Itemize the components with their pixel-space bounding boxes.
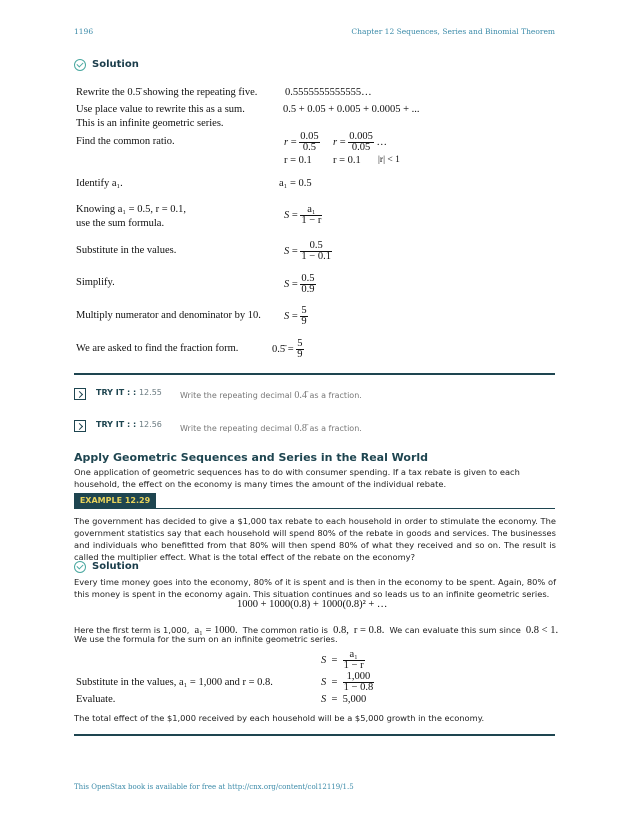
try-it-value: 0.8̄ [294, 423, 307, 434]
sum-formula-den: 1 − r [301, 215, 322, 226]
sum-substituted: S = $\frac{0.5}{1 - 0.1}$ [284, 240, 331, 262]
step-label: Use place value to rewrite this as a sum. [76, 104, 245, 115]
text-fragment: The common ratio is [242, 625, 328, 635]
example-rule [156, 508, 555, 509]
math-fragment: 0.8, [333, 625, 349, 636]
sum-fraction-num: 5 [301, 305, 307, 316]
sum-result-value: 5,000 [342, 694, 367, 705]
try-it-prompt-text: Write the repeating decimal [180, 424, 292, 433]
example-problem: The government has decided to give a $1,000 tax rebate to each household in order to stimulate the economy. The government statistics say that each household will spend 80% of the rebate in goods and services. The businesses and individuals who benefitted from that 80% will then spend 80% of what they received and so on. The result is called the multiplier effect. What is the total effect of the rebate on the economy? [74, 516, 556, 562]
try-it-prompt-text: Write the repeating decimal [180, 391, 292, 400]
try-it-text: TRY IT : : [96, 420, 137, 429]
footer-link[interactable]: This OpenStax book is available for free at http://cnx.org/content/col12119/1.5 [74, 783, 354, 791]
step-label: Find the common ratio. [76, 136, 175, 147]
solution-paragraph-3: We use the formula for the sum on an infinite geometric series. [74, 634, 338, 644]
divider [74, 373, 555, 375]
sum-simplified: S = $\frac{0.5}{0.9}$ [284, 273, 315, 295]
sum-simplified-den: 0.9 [301, 284, 315, 295]
check-circle-icon [74, 561, 86, 573]
try-it-number: 12.56 [138, 420, 162, 429]
try-it-suffix: as a fraction. [309, 424, 362, 433]
solution-title: Solution [92, 59, 139, 70]
ratio-value-2: r = 0.1 [333, 155, 361, 166]
sum-fraction: S = $\frac{5}{9}$ [284, 305, 307, 327]
try-it-label [96, 388, 162, 397]
step-label-line2: This is an infinite geometric series. [76, 118, 224, 129]
evaluate-label: Evaluate. [76, 694, 116, 705]
sum-substituted-2: S = $\frac{1,000}{1 - 0.8}$ [321, 671, 374, 693]
section-intro: One application of geometric sequences has to do with consumer spending. If a tax rebate is given to each household, the effect on the economy is many times the amount of the individual rebate. [74, 467, 520, 489]
solution-paragraph: Every time money goes into the economy, 80% of it is spent and is then in the economy to be spent. Again, 80% of this money is spent in the economy again. This situation continues and so leads us to an infinite geometric series. [74, 577, 556, 599]
step-math: 0.5 + 0.05 + 0.005 + 0.0005 + ... [283, 104, 420, 115]
sum-formula-num: a₁ [300, 205, 322, 216]
final-answer-lhs: 0.5̄ [272, 343, 286, 355]
sum-fraction-den: 9 [301, 316, 307, 327]
step-label: Identify a₁. [76, 178, 123, 189]
final-answer: 0.5̄ = $\frac{5}{9}$ [272, 338, 303, 360]
ratio-1: r = $\frac{0.05}{0.5}$ [284, 131, 319, 153]
try-it-prompt [180, 390, 362, 401]
section-title: Apply Geometric Sequences and Series in the Real World [74, 451, 429, 464]
ratio-2-num: 0.005 [349, 131, 373, 142]
try-it-text: TRY IT : : [96, 388, 137, 397]
try-it-value: 0.4̄ [294, 390, 307, 401]
sum-result: S = 5,000 [321, 694, 367, 705]
step-label: Multiply numerator and denominator by 10. [76, 310, 261, 321]
ratio-1-num: 0.05 [300, 131, 319, 142]
sum-substituted-2-num: 1,000 [343, 672, 375, 683]
example-badge: EXAMPLE 12.29 [74, 493, 156, 509]
solution-title: Solution [92, 561, 139, 572]
text-fragment: Here the first term is 1,000, [74, 625, 190, 635]
check-circle-icon [74, 59, 86, 71]
ratio-1-den: 0.5 [302, 142, 317, 153]
try-it-suffix: as a fraction. [309, 391, 362, 400]
step-label: Simplify. [76, 277, 115, 288]
final-answer-den: 9 [297, 349, 303, 360]
ratio-condition: |r| < 1 [378, 155, 400, 165]
sum-simplified-num: 0.5 [301, 273, 315, 284]
conclusion: The total effect of the $1,000 received by each household will be a $5,000 growth in the economy. [74, 713, 485, 723]
try-it-label [96, 420, 162, 429]
sum-formula-2-den: 1 − r [343, 660, 364, 671]
step-math: a₁ = 0.5 [279, 178, 312, 189]
chevron-right-icon[interactable] [74, 420, 86, 432]
try-it-number: 12.55 [138, 388, 162, 397]
chevron-right-icon[interactable] [74, 388, 86, 400]
sum-substituted-den: 1 − 0.1 [301, 251, 331, 262]
math-fragment: a₁ = 1000. [194, 625, 238, 636]
ratio-2: r = $\frac{0.005}{0.05}$ … [333, 131, 388, 153]
step-label: Knowing a₁ = 0.5, r = 0.1, [76, 204, 186, 215]
sum-formula-2: S = $\frac{\text{a₁}}{1 - r}$ [321, 649, 364, 671]
step-math: 0.5555555555555… [285, 87, 372, 98]
substitute-label: Substitute in the values, a₁ = 1,000 and r = 0.8. [76, 677, 273, 688]
sum-substituted-2-den: 1 − 0.8 [343, 682, 374, 693]
step-label: Rewrite the 0.5̄ showing the repeating five. [76, 87, 258, 98]
sum-formula-2-num: a₁ [343, 650, 365, 661]
ratio-value-1: r = 0.1 [284, 155, 312, 166]
series-expression: 1000 + 1000(0.8) + 1000(0.8)² + … [237, 599, 388, 610]
page-number: 1196 [74, 27, 94, 36]
math-fragment: 0.8 < 1. [525, 625, 559, 636]
sum-substituted-num: 0.5 [300, 241, 332, 252]
step-label-line2: use the sum formula. [76, 218, 165, 229]
step-label: We are asked to find the fraction form. [76, 343, 239, 354]
sum-formula: S = $\frac{\text{a₁}}{1 - r}$ [284, 204, 322, 226]
final-answer-num: 5 [297, 338, 303, 349]
chapter-title: Chapter 12 Sequences, Series and Binomial Theorem [351, 27, 555, 36]
ratio-ellipsis: … [376, 136, 388, 148]
try-it-prompt [180, 423, 362, 434]
divider [74, 734, 555, 736]
ratio-2-den: 0.05 [351, 142, 371, 153]
text-fragment: We can evaluate this sum since [389, 625, 521, 635]
math-fragment: r = 0.8. [353, 625, 385, 636]
step-label: Substitute in the values. [76, 245, 177, 256]
